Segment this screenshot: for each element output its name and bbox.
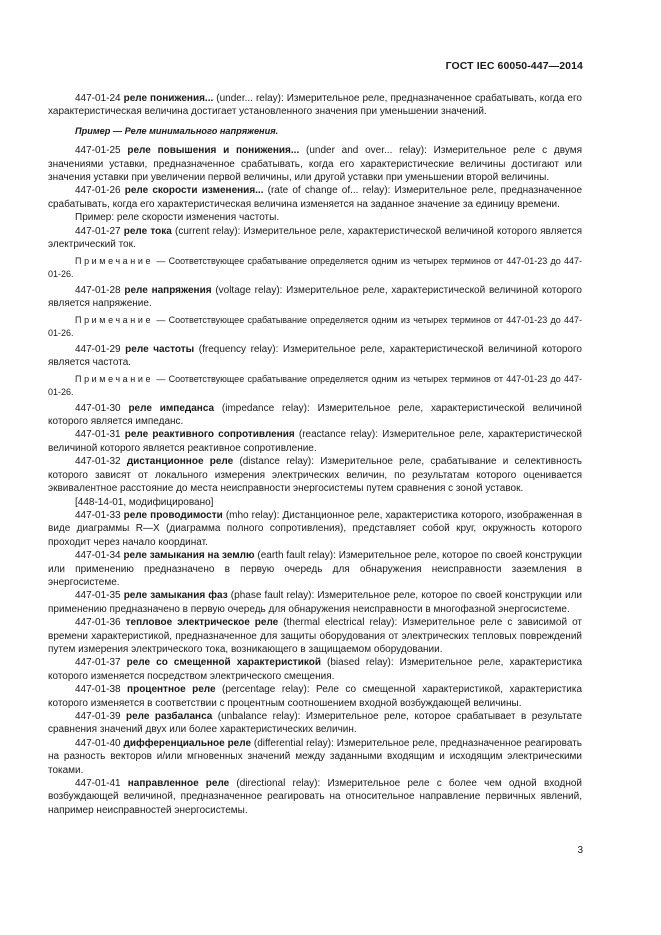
- entry-term: реле понижения...: [123, 93, 214, 104]
- entry-text: (percentage relay): Реле со смещенной характеристикой, характеристика которого изменяется в соответствии с процентным соотношением входной возбуждающей величины.: [48, 684, 583, 709]
- note-text: — Соответствующее срабатывание определяется одним из четырех терминов от 447-01-23 до 447-01-26.: [48, 315, 582, 339]
- entry-term: реле со смещенной характеристикой: [126, 657, 321, 669]
- entry-code: 447-01-34: [75, 550, 121, 562]
- entry-term: реле замыкания фаз: [123, 590, 228, 602]
- note: [48, 373, 582, 398]
- plain-line: Пример: реле скорости изменения частоты.: [75, 212, 280, 224]
- entry-text: (earth fault relay): Измерительное реле, которое по своей конструкции или применению предназначено в первую очередь для обнаружения неисправности заземления в энергосистеме.: [48, 550, 583, 588]
- entry-term: реле импеданса: [128, 402, 215, 414]
- entry-term: реле повышения и понижения...: [127, 145, 300, 157]
- entry-code: 447-01-36: [75, 617, 121, 629]
- entry-code: 447-01-27: [75, 225, 121, 237]
- entry-code: 447-01-41: [75, 778, 121, 790]
- entry-code: 447-01-32: [75, 456, 121, 468]
- entry-code: 447-01-35: [75, 590, 121, 602]
- entry-code: 447-01-31: [75, 429, 121, 441]
- entry-447-01-27: [48, 225, 582, 252]
- entry-code: 447-01-25: [75, 145, 121, 157]
- reference-line: [448-14-01, модифицировано]: [75, 496, 214, 508]
- entry-text: (biased relay): Измерительное реле, характеристика которого изменяется посредством электрического смещения.: [48, 657, 583, 682]
- entry-text: (phase fault relay): Измерительное реле, которое по своей конструкции или применению предназначено в первую очередь для обнаружения неисправности в многофазной энергосистеме.: [48, 590, 583, 615]
- note-text: — Соответствующее срабатывание определяется одним из четырех терминов от 447-01-23 до 447-01-26.: [48, 374, 582, 398]
- entry-code: 447-01-37: [75, 657, 121, 669]
- entry-447-01-29: [48, 343, 582, 370]
- entry-term: реле напряжения: [124, 284, 212, 296]
- example-line: Пример — Реле минимального напряжения.: [75, 125, 279, 136]
- entry-447-01-33: [48, 509, 582, 549]
- entry-447-01-38: [48, 683, 582, 710]
- entry-447-01-37: [48, 656, 582, 683]
- entry-447-01-36: [48, 616, 582, 656]
- entry-term: реле проводимости: [123, 509, 223, 521]
- entry-447-01-40: [48, 737, 582, 777]
- note-label: Примечание: [75, 374, 154, 385]
- entry-447-01-28: [48, 284, 582, 311]
- entry-text: (impedance relay): Измерительное реле, характеристической величиной которого является импеданс.: [48, 402, 582, 428]
- note-label: Примечание: [75, 256, 154, 267]
- entry-447-01-41: [48, 777, 582, 817]
- entry-text: (voltage relay): Измерительное реле, характеристической величиной которого является напряжение.: [48, 284, 582, 310]
- entry-term: процентное реле: [127, 684, 216, 696]
- glossary-body: [48, 92, 582, 817]
- entry-code: 447-01-26: [75, 185, 121, 197]
- entry-text: (distance relay): Измерительное реле, срабатывание и селективность которого зависят от локального измерения электрических величин, по результатам которого оценивается эквивалентное расстояние до места неисправности энергосистемы путем сравнения с зоной уставок.: [48, 456, 582, 495]
- entry-447-01-34: [48, 549, 582, 589]
- entry-code: 447-01-24: [75, 93, 121, 104]
- entry-447-01-24: [48, 92, 582, 119]
- entry-text: (differential relay): Измерительное реле, предназначенное реагировать на разность векторов и/или мгновенных значений между заданными входящим и исходящим электрическими токами.: [48, 737, 583, 776]
- entry-447-01-35: [48, 589, 582, 616]
- entry-code: 447-01-39: [75, 711, 121, 722]
- entry-term: тепловое электрическое реле: [125, 617, 279, 629]
- entry-text: (directional relay): Измерительное реле с более чем одной входной возбуждающей величиной, предназначенное реагировать на относительное направление первичных явлений, например неисправностей энергосистемы.: [48, 778, 582, 816]
- entry-term: реле реактивного сопротивления: [124, 429, 295, 441]
- entry-447-01-32: [48, 455, 582, 495]
- entry-code: 447-01-30: [75, 402, 121, 414]
- entry-447-01-39: [48, 710, 582, 737]
- entry-text: (under and over... relay): Измерительное реле с двумя значениями уставки, предназначенное срабатывать, когда его характеристические величины достигают или значения уставки при увеличении первой величины, или другой уставки при уменьшении второй величины.: [48, 145, 583, 184]
- entry-text: (current relay): Измерительное реле, характеристической величиной которого является электрический ток.: [48, 225, 583, 251]
- entry-code: 447-01-40: [75, 737, 121, 749]
- document-code-header: ГОСТ IEC 60050-447—2014: [445, 60, 583, 72]
- entry-447-01-25: [48, 144, 582, 184]
- note-text: — Соответствующее срабатывание определяется одним из четырех терминов от 447-01-23 до 447-01-26.: [48, 256, 582, 280]
- entry-term: реле тока: [123, 225, 172, 237]
- entry-text: (thermal electrical relay): Измерительное реле с зависимой от времени характеристикой, предназначенное для защиты оборудования от электрических тепловых повреждений путем измерения электрического тока, возникающего в защищаемом оборудовании.: [48, 617, 583, 655]
- note: [48, 255, 582, 280]
- entry-code: 447-01-33: [75, 509, 121, 521]
- note: [48, 314, 582, 339]
- entry-447-01-26: [48, 184, 582, 211]
- entry-term: реле частоты: [125, 343, 195, 355]
- entry-text: (reactance relay): Измерительное реле, характеристической величиной которого является реактивное сопротивление.: [48, 429, 582, 454]
- note-label: Примечание: [75, 315, 154, 326]
- entry-term: направленное реле: [127, 778, 230, 790]
- entry-term: реле разбаланса: [126, 711, 213, 722]
- entry-447-01-31: [48, 428, 582, 455]
- entry-term: реле замыкания на землю: [123, 550, 255, 562]
- entry-code: 447-01-38: [75, 684, 121, 696]
- entry-code: 447-01-29: [75, 343, 121, 355]
- entry-term: дистанционное реле: [126, 456, 234, 468]
- entry-447-01-30: [48, 402, 582, 429]
- entry-term: дифференциальное реле: [123, 737, 252, 749]
- page-number: 3: [577, 845, 583, 856]
- entry-code: 447-01-28: [75, 284, 121, 296]
- entry-text: (rate of change of... relay): Измерительное реле, предназначенное срабатывать, когда его характеристическая величина изменяется на заданное значение за единицу времени.: [48, 185, 583, 210]
- entry-term: реле скорости изменения...: [124, 185, 264, 197]
- entry-text: (frequency relay): Измерительное реле, характеристической величиной которого является частота.: [48, 343, 582, 369]
- entry-text: (mho relay): Дистанционное реле, характеристика которого, изображенная в виде диаграммы R—X (диаграмма полного сопротивления), представляет собой круг, окружность которого проходит через начало координат.: [48, 509, 583, 548]
- entry-text: (under... relay): Измерительное реле, предназначенное срабатывать, когда его характеристическая величина достигает установленного значения при уменьшении значений.: [48, 93, 582, 118]
- entry-text: (unbalance relay): Измерительное реле, которое срабатывает в результате сравнения значений двух или более характеристических величин.: [48, 711, 583, 736]
